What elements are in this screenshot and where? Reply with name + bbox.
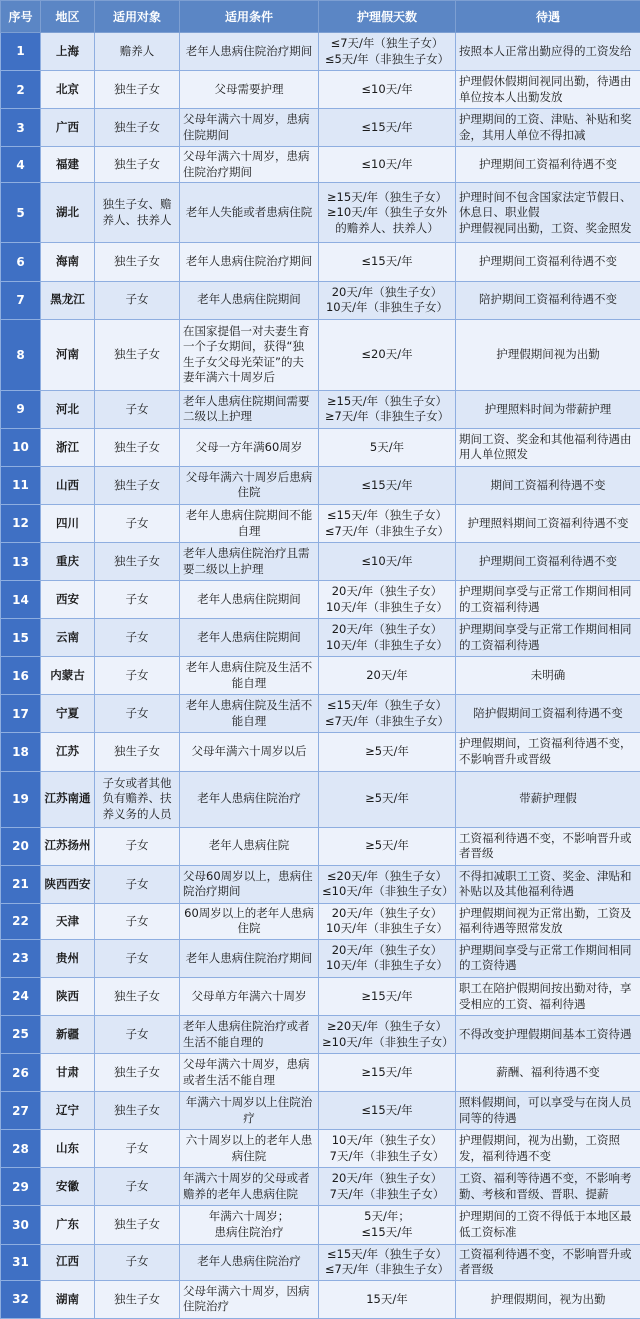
target-cell: 独生子女	[95, 733, 180, 771]
condition-cell: 老年人患病住院期间	[180, 619, 319, 657]
table-body	[1, 33, 640, 1319]
region-cell: 安徽	[41, 1168, 95, 1206]
days-cell: ≤7天/年（独生子女） ≤5天/年（非独生子女）	[319, 33, 456, 71]
region-cell: 四川	[41, 504, 95, 542]
table-row	[1, 581, 640, 619]
target-cell: 子女	[95, 695, 180, 733]
region-cell: 山东	[41, 1130, 95, 1168]
region-cell: 陕西西安	[41, 865, 95, 903]
table-row	[1, 1244, 640, 1280]
benefit-cell: 期间工资、奖金和其他福利待遇由用人单位照发	[456, 428, 640, 466]
row-number: 5	[1, 183, 41, 243]
row-number: 23	[1, 939, 41, 977]
region-cell: 黑龙江	[41, 281, 95, 319]
row-number: 20	[1, 827, 41, 865]
condition-cell: 父母年满六十周岁后患病住院	[180, 466, 319, 504]
benefit-cell: 护理假期间，工资福利待遇不变，不影响晋升或晋级	[456, 733, 640, 771]
days-cell: ≥15天/年	[319, 977, 456, 1015]
target-cell: 独生子女	[95, 1280, 180, 1318]
table-row	[1, 109, 640, 147]
target-cell: 子女	[95, 657, 180, 695]
target-cell: 子女	[95, 903, 180, 939]
row-number: 19	[1, 771, 41, 827]
target-cell: 独生子女	[95, 147, 180, 183]
condition-cell: 老年人患病住院治疗且需要二级以上护理	[180, 543, 319, 581]
condition-cell: 老年人患病住院及生活不能自理	[180, 657, 319, 695]
condition-cell: 年满六十周岁以上住院治疗	[180, 1092, 319, 1130]
days-cell: ≤15天/年	[319, 1092, 456, 1130]
benefit-cell: 护理假期间，视为出勤，工资照发，福利待遇不变	[456, 1130, 640, 1168]
target-cell: 子女	[95, 390, 180, 428]
region-cell: 天津	[41, 903, 95, 939]
row-number: 7	[1, 281, 41, 319]
region-cell: 陕西	[41, 977, 95, 1015]
benefit-cell: 未明确	[456, 657, 640, 695]
benefit-cell: 护理期间的工资、津贴、补贴和奖金，其用人单位不得扣减	[456, 109, 640, 147]
benefit-cell: 薪酬、福利待遇不变	[456, 1054, 640, 1092]
condition-cell: 老年人患病住院治疗	[180, 1244, 319, 1280]
benefit-cell: 工资、福利等待遇不变，不影响考勤、考核和晋级、晋职、提薪	[456, 1168, 640, 1206]
target-cell: 子女	[95, 581, 180, 619]
table-row	[1, 466, 640, 504]
target-cell: 子女	[95, 619, 180, 657]
region-cell: 福建	[41, 147, 95, 183]
condition-cell: 老年人患病住院治疗	[180, 771, 319, 827]
table-row	[1, 543, 640, 581]
benefit-cell: 工资福利待遇不变，不影响晋升或者晋级	[456, 1244, 640, 1280]
row-number: 26	[1, 1054, 41, 1092]
benefit-cell: 不得改变护理假期间基本工资待遇	[456, 1016, 640, 1054]
condition-cell: 老年人患病住院期间	[180, 281, 319, 319]
benefit-cell: 护理期间工资福利待遇不变	[456, 147, 640, 183]
header-condition: 适用条件	[180, 1, 319, 33]
target-cell: 子女或者其他负有赡养、扶养义务的人员	[95, 771, 180, 827]
table-row	[1, 33, 640, 71]
days-cell: 10天/年（独生子女） 7天/年（非独生子女）	[319, 1130, 456, 1168]
table-row	[1, 977, 640, 1015]
target-cell: 子女	[95, 281, 180, 319]
benefit-cell: 护理假期间，视为出勤	[456, 1280, 640, 1318]
region-cell: 上海	[41, 33, 95, 71]
region-cell: 山西	[41, 466, 95, 504]
table-row	[1, 695, 640, 733]
region-cell: 湖北	[41, 183, 95, 243]
condition-cell: 父母单方年满六十周岁	[180, 977, 319, 1015]
table-row	[1, 504, 640, 542]
table-row	[1, 1092, 640, 1130]
days-cell: ≤15天/年（独生子女） ≤7天/年（非独生子女）	[319, 504, 456, 542]
condition-cell: 父母60周岁以上，患病住院治疗期间	[180, 865, 319, 903]
row-number: 30	[1, 1206, 41, 1244]
days-cell: 20天/年（独生子女） 7天/年（非独生子女）	[319, 1168, 456, 1206]
region-cell: 湖南	[41, 1280, 95, 1318]
target-cell: 独生子女	[95, 71, 180, 109]
target-cell: 子女	[95, 939, 180, 977]
region-cell: 江苏扬州	[41, 827, 95, 865]
region-cell: 甘肃	[41, 1054, 95, 1092]
row-number: 8	[1, 319, 41, 390]
days-cell: ≤15天/年	[319, 109, 456, 147]
days-cell: ≤15天/年（独生子女） ≤7天/年（非独生子女）	[319, 695, 456, 733]
table-row	[1, 1206, 640, 1244]
row-number: 18	[1, 733, 41, 771]
row-number: 21	[1, 865, 41, 903]
days-cell: ≤20天/年（独生子女） ≤10天/年（非独生子女）	[319, 865, 456, 903]
benefit-cell: 护理期间享受与正常工作期间相同的工资福利待遇	[456, 619, 640, 657]
region-cell: 宁夏	[41, 695, 95, 733]
condition-cell: 老年人患病住院及生活不能自理	[180, 695, 319, 733]
region-cell: 新疆	[41, 1016, 95, 1054]
benefit-cell: 照料假期间，可以享受与在岗人员同等的待遇	[456, 1092, 640, 1130]
days-cell: 5天/年； ≤15天/年	[319, 1206, 456, 1244]
table-row	[1, 281, 640, 319]
row-number: 27	[1, 1092, 41, 1130]
target-cell: 子女	[95, 1168, 180, 1206]
target-cell: 独生子女	[95, 428, 180, 466]
days-cell: ≤15天/年	[319, 243, 456, 281]
header-region: 地区	[41, 1, 95, 33]
region-cell: 辽宁	[41, 1092, 95, 1130]
region-cell: 江西	[41, 1244, 95, 1280]
benefit-cell: 工资福利待遇不变，不影响晋升或者晋级	[456, 827, 640, 865]
condition-cell: 老年人患病住院治疗期间	[180, 33, 319, 71]
region-cell: 内蒙古	[41, 657, 95, 695]
table-row	[1, 903, 640, 939]
header-row	[1, 1, 640, 33]
days-cell: 20天/年（独生子女） 10天/年（非独生子女）	[319, 619, 456, 657]
target-cell: 独生子女	[95, 243, 180, 281]
benefit-cell: 陪护期间工资福利待遇不变	[456, 281, 640, 319]
row-number: 4	[1, 147, 41, 183]
row-number: 22	[1, 903, 41, 939]
target-cell: 独生子女	[95, 1054, 180, 1092]
table-row	[1, 771, 640, 827]
table-row	[1, 1016, 640, 1054]
table-row	[1, 827, 640, 865]
benefit-cell: 护理假期间视为出勤	[456, 319, 640, 390]
target-cell: 子女	[95, 1016, 180, 1054]
condition-cell: 父母年满六十周岁以后	[180, 733, 319, 771]
row-number: 16	[1, 657, 41, 695]
days-cell: 20天/年（独生子女） 10天/年（非独生子女）	[319, 903, 456, 939]
target-cell: 独生子女、赡养人、扶养人	[95, 183, 180, 243]
region-cell: 广东	[41, 1206, 95, 1244]
days-cell: ≥5天/年	[319, 733, 456, 771]
row-number: 2	[1, 71, 41, 109]
table-row	[1, 71, 640, 109]
condition-cell: 老年人患病住院期间不能自理	[180, 504, 319, 542]
region-cell: 河南	[41, 319, 95, 390]
table-row	[1, 1280, 640, 1318]
target-cell: 独生子女	[95, 977, 180, 1015]
row-number: 17	[1, 695, 41, 733]
header-benefit: 待遇	[456, 1, 640, 33]
benefit-cell: 按照本人正常出勤应得的工资发给	[456, 33, 640, 71]
days-cell: ≤15天/年（独生子女） ≤7天/年（非独生子女）	[319, 1244, 456, 1280]
days-cell: ≥5天/年	[319, 771, 456, 827]
region-cell: 重庆	[41, 543, 95, 581]
row-number: 14	[1, 581, 41, 619]
row-number: 24	[1, 977, 41, 1015]
benefit-cell: 护理期间享受与正常工作期间相同的工资待遇	[456, 939, 640, 977]
benefit-cell: 护理照料时间为带薪护理	[456, 390, 640, 428]
benefit-cell: 陪护假期间工资福利待遇不变	[456, 695, 640, 733]
days-cell: ≤10天/年	[319, 71, 456, 109]
days-cell: ≥5天/年	[319, 827, 456, 865]
target-cell: 子女	[95, 1244, 180, 1280]
benefit-cell: 护理假休假期间视同出勤，待遇由单位按本人出勤发放	[456, 71, 640, 109]
benefit-cell: 职工在陪护假期间按出勤对待，享受相应的工资、福利待遇	[456, 977, 640, 1015]
row-number: 9	[1, 390, 41, 428]
benefit-cell: 护理假期间视为正常出勤，工资及福利待遇等照常发放	[456, 903, 640, 939]
row-number: 1	[1, 33, 41, 71]
target-cell: 赡养人	[95, 33, 180, 71]
condition-cell: 老年人患病住院治疗或者生活不能自理的	[180, 1016, 319, 1054]
condition-cell: 六十周岁以上的老年人患病住院	[180, 1130, 319, 1168]
region-cell: 贵州	[41, 939, 95, 977]
condition-cell: 老年人患病住院治疗期间	[180, 939, 319, 977]
row-number: 13	[1, 543, 41, 581]
benefit-cell: 护理期间的工资不得低于本地区最低工资标准	[456, 1206, 640, 1244]
region-cell: 西安	[41, 581, 95, 619]
condition-cell: 父母年满六十周岁，患病住院期间	[180, 109, 319, 147]
target-cell: 子女	[95, 865, 180, 903]
region-cell: 江苏	[41, 733, 95, 771]
table-row	[1, 865, 640, 903]
days-cell: ≤20天/年	[319, 319, 456, 390]
benefit-cell: 护理照料期间工资福利待遇不变	[456, 504, 640, 542]
condition-cell: 老年人患病住院治疗期间	[180, 243, 319, 281]
condition-cell: 年满六十周岁； 患病住院治疗	[180, 1206, 319, 1244]
row-number: 10	[1, 428, 41, 466]
days-cell: 5天/年	[319, 428, 456, 466]
days-cell: 20天/年	[319, 657, 456, 695]
target-cell: 子女	[95, 1130, 180, 1168]
header-days: 护理假天数	[319, 1, 456, 33]
condition-cell: 父母一方年满60周岁	[180, 428, 319, 466]
row-number: 6	[1, 243, 41, 281]
target-cell: 独生子女	[95, 1092, 180, 1130]
row-number: 3	[1, 109, 41, 147]
table-row	[1, 619, 640, 657]
table-row	[1, 657, 640, 695]
row-number: 28	[1, 1130, 41, 1168]
days-cell: ≤10天/年	[319, 543, 456, 581]
days-cell: 20天/年（独生子女） 10天/年（非独生子女）	[319, 281, 456, 319]
region-cell: 江苏南通	[41, 771, 95, 827]
benefit-cell: 带薪护理假	[456, 771, 640, 827]
target-cell: 独生子女	[95, 543, 180, 581]
header-no: 序号	[1, 1, 41, 33]
benefit-cell: 护理期间享受与正常工作期间相同的工资福利待遇	[456, 581, 640, 619]
target-cell: 独生子女	[95, 109, 180, 147]
table-row	[1, 183, 640, 243]
days-cell: ≤15天/年	[319, 466, 456, 504]
table-row	[1, 319, 640, 390]
region-cell: 浙江	[41, 428, 95, 466]
target-cell: 独生子女	[95, 1206, 180, 1244]
condition-cell: 老年人患病住院	[180, 827, 319, 865]
benefit-cell: 护理时间不包含国家法定节假日、休息日、职业假 护理假视同出勤，工资、奖金照发	[456, 183, 640, 243]
condition-cell: 60周岁以上的老年人患病住院	[180, 903, 319, 939]
benefit-cell: 不得扣减职工工资、奖金、津贴和补贴以及其他福利待遇	[456, 865, 640, 903]
days-cell: 15天/年	[319, 1280, 456, 1318]
table-row	[1, 428, 640, 466]
days-cell: 20天/年（独生子女） 10天/年（非独生子女）	[319, 581, 456, 619]
region-cell: 广西	[41, 109, 95, 147]
benefit-cell: 护理期间工资福利待遇不变	[456, 243, 640, 281]
condition-cell: 年满六十周岁的父母或者赡养的老年人患病住院	[180, 1168, 319, 1206]
table-row	[1, 147, 640, 183]
table-row	[1, 939, 640, 977]
days-cell: ≥20天/年（独生子女） ≥10天/年（非独生子女）	[319, 1016, 456, 1054]
condition-cell: 老年人患病住院期间需要二级以上护理	[180, 390, 319, 428]
days-cell: ≥15天/年（独生子女） ≥10天/年（独生子女外的赡养人、扶养人）	[319, 183, 456, 243]
header-target: 适用对象	[95, 1, 180, 33]
benefit-cell: 护理期间工资福利待遇不变	[456, 543, 640, 581]
condition-cell: 在国家提倡一对夫妻生育一个子女期间，获得“独生子女父母光荣证”的夫妻年满六十周岁后	[180, 319, 319, 390]
days-cell: ≤10天/年	[319, 147, 456, 183]
table-row	[1, 1130, 640, 1168]
condition-cell: 父母年满六十周岁，因病住院治疗	[180, 1280, 319, 1318]
table-row	[1, 243, 640, 281]
region-cell: 河北	[41, 390, 95, 428]
days-cell: 20天/年（独生子女） 10天/年（非独生子女）	[319, 939, 456, 977]
days-cell: ≥15天/年（独生子女） ≥7天/年（非独生子女）	[319, 390, 456, 428]
region-cell: 北京	[41, 71, 95, 109]
table-row	[1, 733, 640, 771]
target-cell: 独生子女	[95, 466, 180, 504]
region-cell: 云南	[41, 619, 95, 657]
condition-cell: 父母需要护理	[180, 71, 319, 109]
target-cell: 独生子女	[95, 319, 180, 390]
row-number: 25	[1, 1016, 41, 1054]
row-number: 29	[1, 1168, 41, 1206]
table-row	[1, 390, 640, 428]
benefit-cell: 期间工资福利待遇不变	[456, 466, 640, 504]
region-cell: 海南	[41, 243, 95, 281]
target-cell: 子女	[95, 827, 180, 865]
table-row	[1, 1168, 640, 1206]
condition-cell: 老年人患病住院期间	[180, 581, 319, 619]
row-number: 12	[1, 504, 41, 542]
row-number: 31	[1, 1244, 41, 1280]
target-cell: 子女	[95, 504, 180, 542]
days-cell: ≥15天/年	[319, 1054, 456, 1092]
row-number: 15	[1, 619, 41, 657]
condition-cell: 老年人失能或者患病住院	[180, 183, 319, 243]
row-number: 32	[1, 1280, 41, 1318]
condition-cell: 父母年满六十周岁，患病住院治疗期间	[180, 147, 319, 183]
row-number: 11	[1, 466, 41, 504]
condition-cell: 父母年满六十周岁，患病或者生活不能自理	[180, 1054, 319, 1092]
table-row	[1, 1054, 640, 1092]
